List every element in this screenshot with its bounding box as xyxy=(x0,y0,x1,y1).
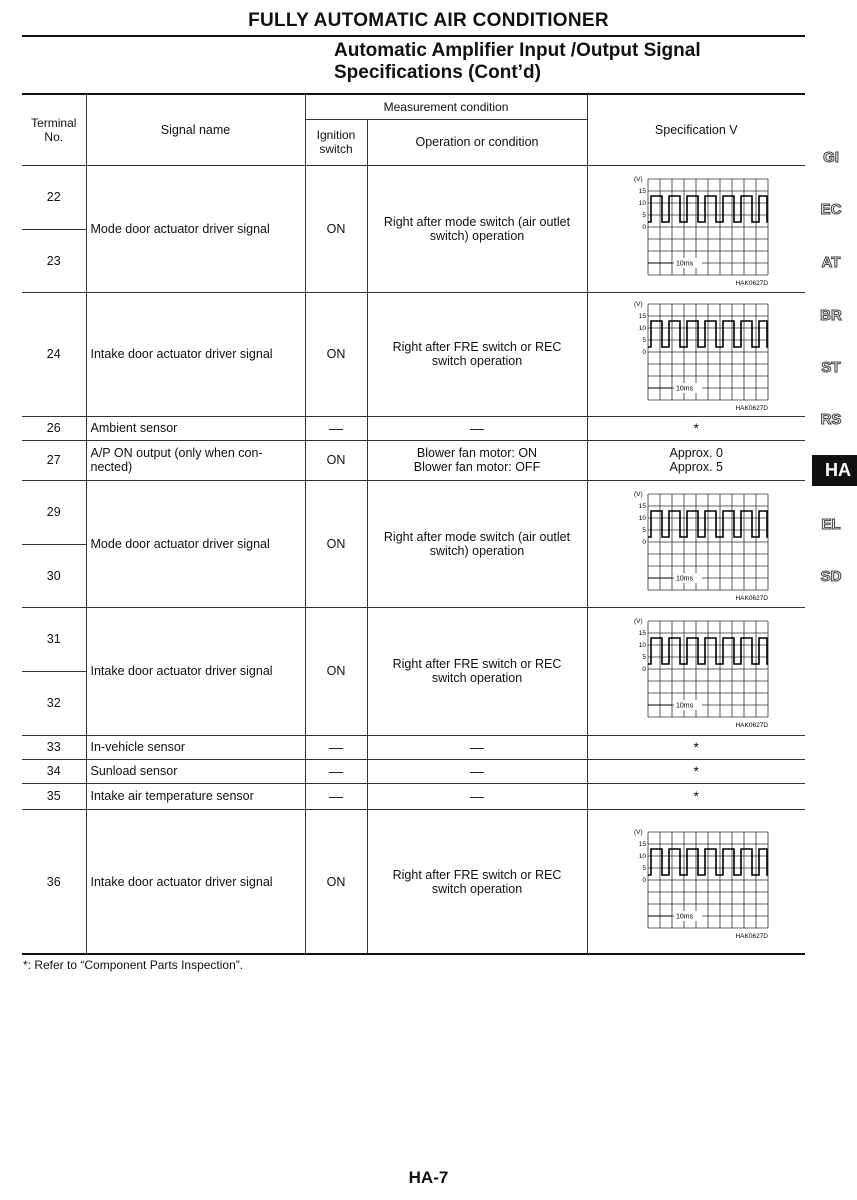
table-row xyxy=(22,165,805,292)
time-base-label: 10ms xyxy=(676,385,694,393)
figure-code: HAK0627D xyxy=(735,594,769,602)
header-terminal-no: Terminal No. xyxy=(22,95,86,165)
terminal-cell: 29 30 xyxy=(22,480,86,607)
header-signal-name: Signal name xyxy=(86,95,305,165)
section-title-line-1: Automatic Amplifier Input /Output Signal xyxy=(334,40,701,61)
operation-condition: Right after FRE switch or REC switch operation xyxy=(367,809,587,954)
table-row xyxy=(22,480,805,607)
ignition-value: — xyxy=(305,416,367,440)
table-row xyxy=(22,292,805,416)
operation-condition: Right after FRE switch or REC switch operation xyxy=(367,607,587,735)
spec-value: * xyxy=(587,735,805,759)
ignition-value: ON xyxy=(305,165,367,292)
section-tab-at[interactable]: AT xyxy=(821,254,841,271)
y-tick-label: 10 xyxy=(639,325,647,332)
terminal-cell: 22 23 xyxy=(22,165,86,292)
ignition-value: ON xyxy=(305,607,367,735)
ignition-value: — xyxy=(305,783,367,809)
operation-condition: Right after mode switch (air outlet switch) operation xyxy=(367,165,587,292)
section-title-line-2: Specifications (Cont’d) xyxy=(334,62,541,83)
table-row xyxy=(22,607,805,735)
signal-name: Intake door actuator driver signal xyxy=(86,607,305,735)
signal-name: Sunload sensor xyxy=(86,759,305,783)
waveform-graph xyxy=(616,171,776,287)
signal-spec-table xyxy=(22,95,805,955)
terminal-cell: 36 xyxy=(22,809,86,954)
signal-name: Mode door actuator driver signal xyxy=(86,165,305,292)
time-base-label: 10ms xyxy=(676,913,694,920)
waveform-graph xyxy=(616,486,776,602)
y-tick-label: 0 xyxy=(642,876,647,884)
figure-code: HAK0627D xyxy=(735,279,769,287)
y-unit-label: (V) xyxy=(634,828,643,836)
y-unit-label: (V) xyxy=(634,618,643,625)
time-base-label: 10ms xyxy=(676,575,694,582)
spec-value: * xyxy=(587,783,805,809)
header-specification: Specification V xyxy=(587,95,805,165)
operation-condition: Right after FRE switch or REC switch operation xyxy=(367,292,587,416)
table-bottom-rule xyxy=(22,953,805,955)
section-title xyxy=(334,40,701,84)
section-tab-gi[interactable]: GI xyxy=(823,149,839,166)
ignition-value: ON xyxy=(305,440,367,480)
ignition-value: — xyxy=(305,759,367,783)
y-unit-label: (V) xyxy=(634,490,643,498)
ignition-value: — xyxy=(305,735,367,759)
ignition-value: ON xyxy=(305,809,367,954)
section-tab-rs[interactable]: RS xyxy=(820,411,842,428)
y-tick-label: 5 xyxy=(642,526,647,534)
figure-code: HAK0627D xyxy=(735,932,769,940)
operation-condition: — xyxy=(367,416,587,440)
waveform-spec xyxy=(587,607,805,735)
ignition-value: ON xyxy=(305,292,367,416)
waveform-graph xyxy=(616,296,776,412)
page-number: HA-7 xyxy=(408,1168,449,1187)
operation-condition: — xyxy=(367,759,587,783)
y-unit-label: (V) xyxy=(634,301,643,308)
operation-condition: Right after mode switch (air outlet switch) operation xyxy=(367,480,587,607)
terminal-cell: 24 xyxy=(22,292,86,416)
section-tab-sd[interactable]: SD xyxy=(820,568,842,585)
operation-condition: Blower fan motor: ON Blower fan motor: OFF xyxy=(367,440,587,480)
title-divider xyxy=(22,35,805,37)
time-base-label: 10ms xyxy=(676,260,694,267)
operation-condition: — xyxy=(367,735,587,759)
terminal-cell: 35 xyxy=(22,783,86,809)
terminal-cell: 26 xyxy=(22,416,86,440)
ignition-value: ON xyxy=(305,480,367,607)
spec-value: * xyxy=(587,416,805,440)
terminal-cell: 34 xyxy=(22,759,86,783)
signal-name: Intake air temperature sensor xyxy=(86,783,305,809)
signal-name: Intake door actuator driver signal xyxy=(86,809,305,954)
spec-value: Approx. 0 Approx. 5 xyxy=(587,440,805,480)
figure-code: HAK0627D xyxy=(735,722,769,729)
y-tick-label: 10 xyxy=(639,642,647,649)
y-tick-label: 5 xyxy=(642,864,647,872)
operation-condition: — xyxy=(367,783,587,809)
waveform-graph xyxy=(616,613,776,729)
y-tick-label: 5 xyxy=(642,211,647,219)
y-tick-label: 10 xyxy=(639,514,647,522)
terminal-cell: 31 32 xyxy=(22,607,86,735)
header-operation: Operation or condition xyxy=(367,119,587,165)
y-tick-label: 15 xyxy=(639,840,647,848)
signal-name: In-vehicle sensor xyxy=(86,735,305,759)
waveform-spec xyxy=(587,809,805,954)
section-tab-br[interactable]: BR xyxy=(820,307,842,324)
y-tick-label: 15 xyxy=(639,630,647,637)
section-tab-st[interactable]: ST xyxy=(821,359,841,376)
table-row xyxy=(22,759,805,783)
signal-name: Intake door actuator driver signal xyxy=(86,292,305,416)
header-measurement-condition: Measurement condition xyxy=(305,95,587,119)
y-tick-label: 0 xyxy=(642,666,647,673)
table-row xyxy=(22,735,805,759)
header-ignition-switch: Ignition switch xyxy=(305,119,367,165)
figure-code: HAK0627D xyxy=(735,405,769,412)
section-tab-ha[interactable]: HA xyxy=(812,455,857,486)
waveform-spec xyxy=(587,165,805,292)
y-tick-label: 5 xyxy=(642,337,647,344)
y-tick-label: 15 xyxy=(639,502,647,510)
y-tick-label: 15 xyxy=(639,313,647,320)
y-tick-label: 0 xyxy=(642,538,647,546)
page-title: FULLY AUTOMATIC AIR CONDITIONER xyxy=(248,10,609,31)
y-tick-label: 15 xyxy=(639,187,647,195)
waveform-spec xyxy=(587,292,805,416)
table-row xyxy=(22,416,805,440)
signal-name: Mode door actuator driver signal xyxy=(86,480,305,607)
section-tab-ec[interactable]: EC xyxy=(820,201,842,218)
time-base-label: 10ms xyxy=(676,702,694,710)
y-unit-label: (V) xyxy=(634,175,643,183)
y-tick-label: 5 xyxy=(642,654,647,661)
table-row xyxy=(22,440,805,480)
spec-value: * xyxy=(587,759,805,783)
table-row xyxy=(22,783,805,809)
terminal-cell: 27 xyxy=(22,440,86,480)
signal-name: Ambient sensor xyxy=(86,416,305,440)
y-tick-label: 0 xyxy=(642,223,647,231)
y-tick-label: 10 xyxy=(639,199,647,207)
footnote: *: Refer to “Component Parts Inspection”. xyxy=(23,958,244,972)
section-tab-el[interactable]: EL xyxy=(821,516,841,533)
y-tick-label: 0 xyxy=(642,349,647,356)
table-row xyxy=(22,809,805,954)
signal-name: A/P ON output (only when con- nected) xyxy=(86,440,305,480)
y-tick-label: 10 xyxy=(639,852,647,860)
waveform-graph xyxy=(616,824,776,940)
terminal-cell: 33 xyxy=(22,735,86,759)
waveform-spec xyxy=(587,480,805,607)
